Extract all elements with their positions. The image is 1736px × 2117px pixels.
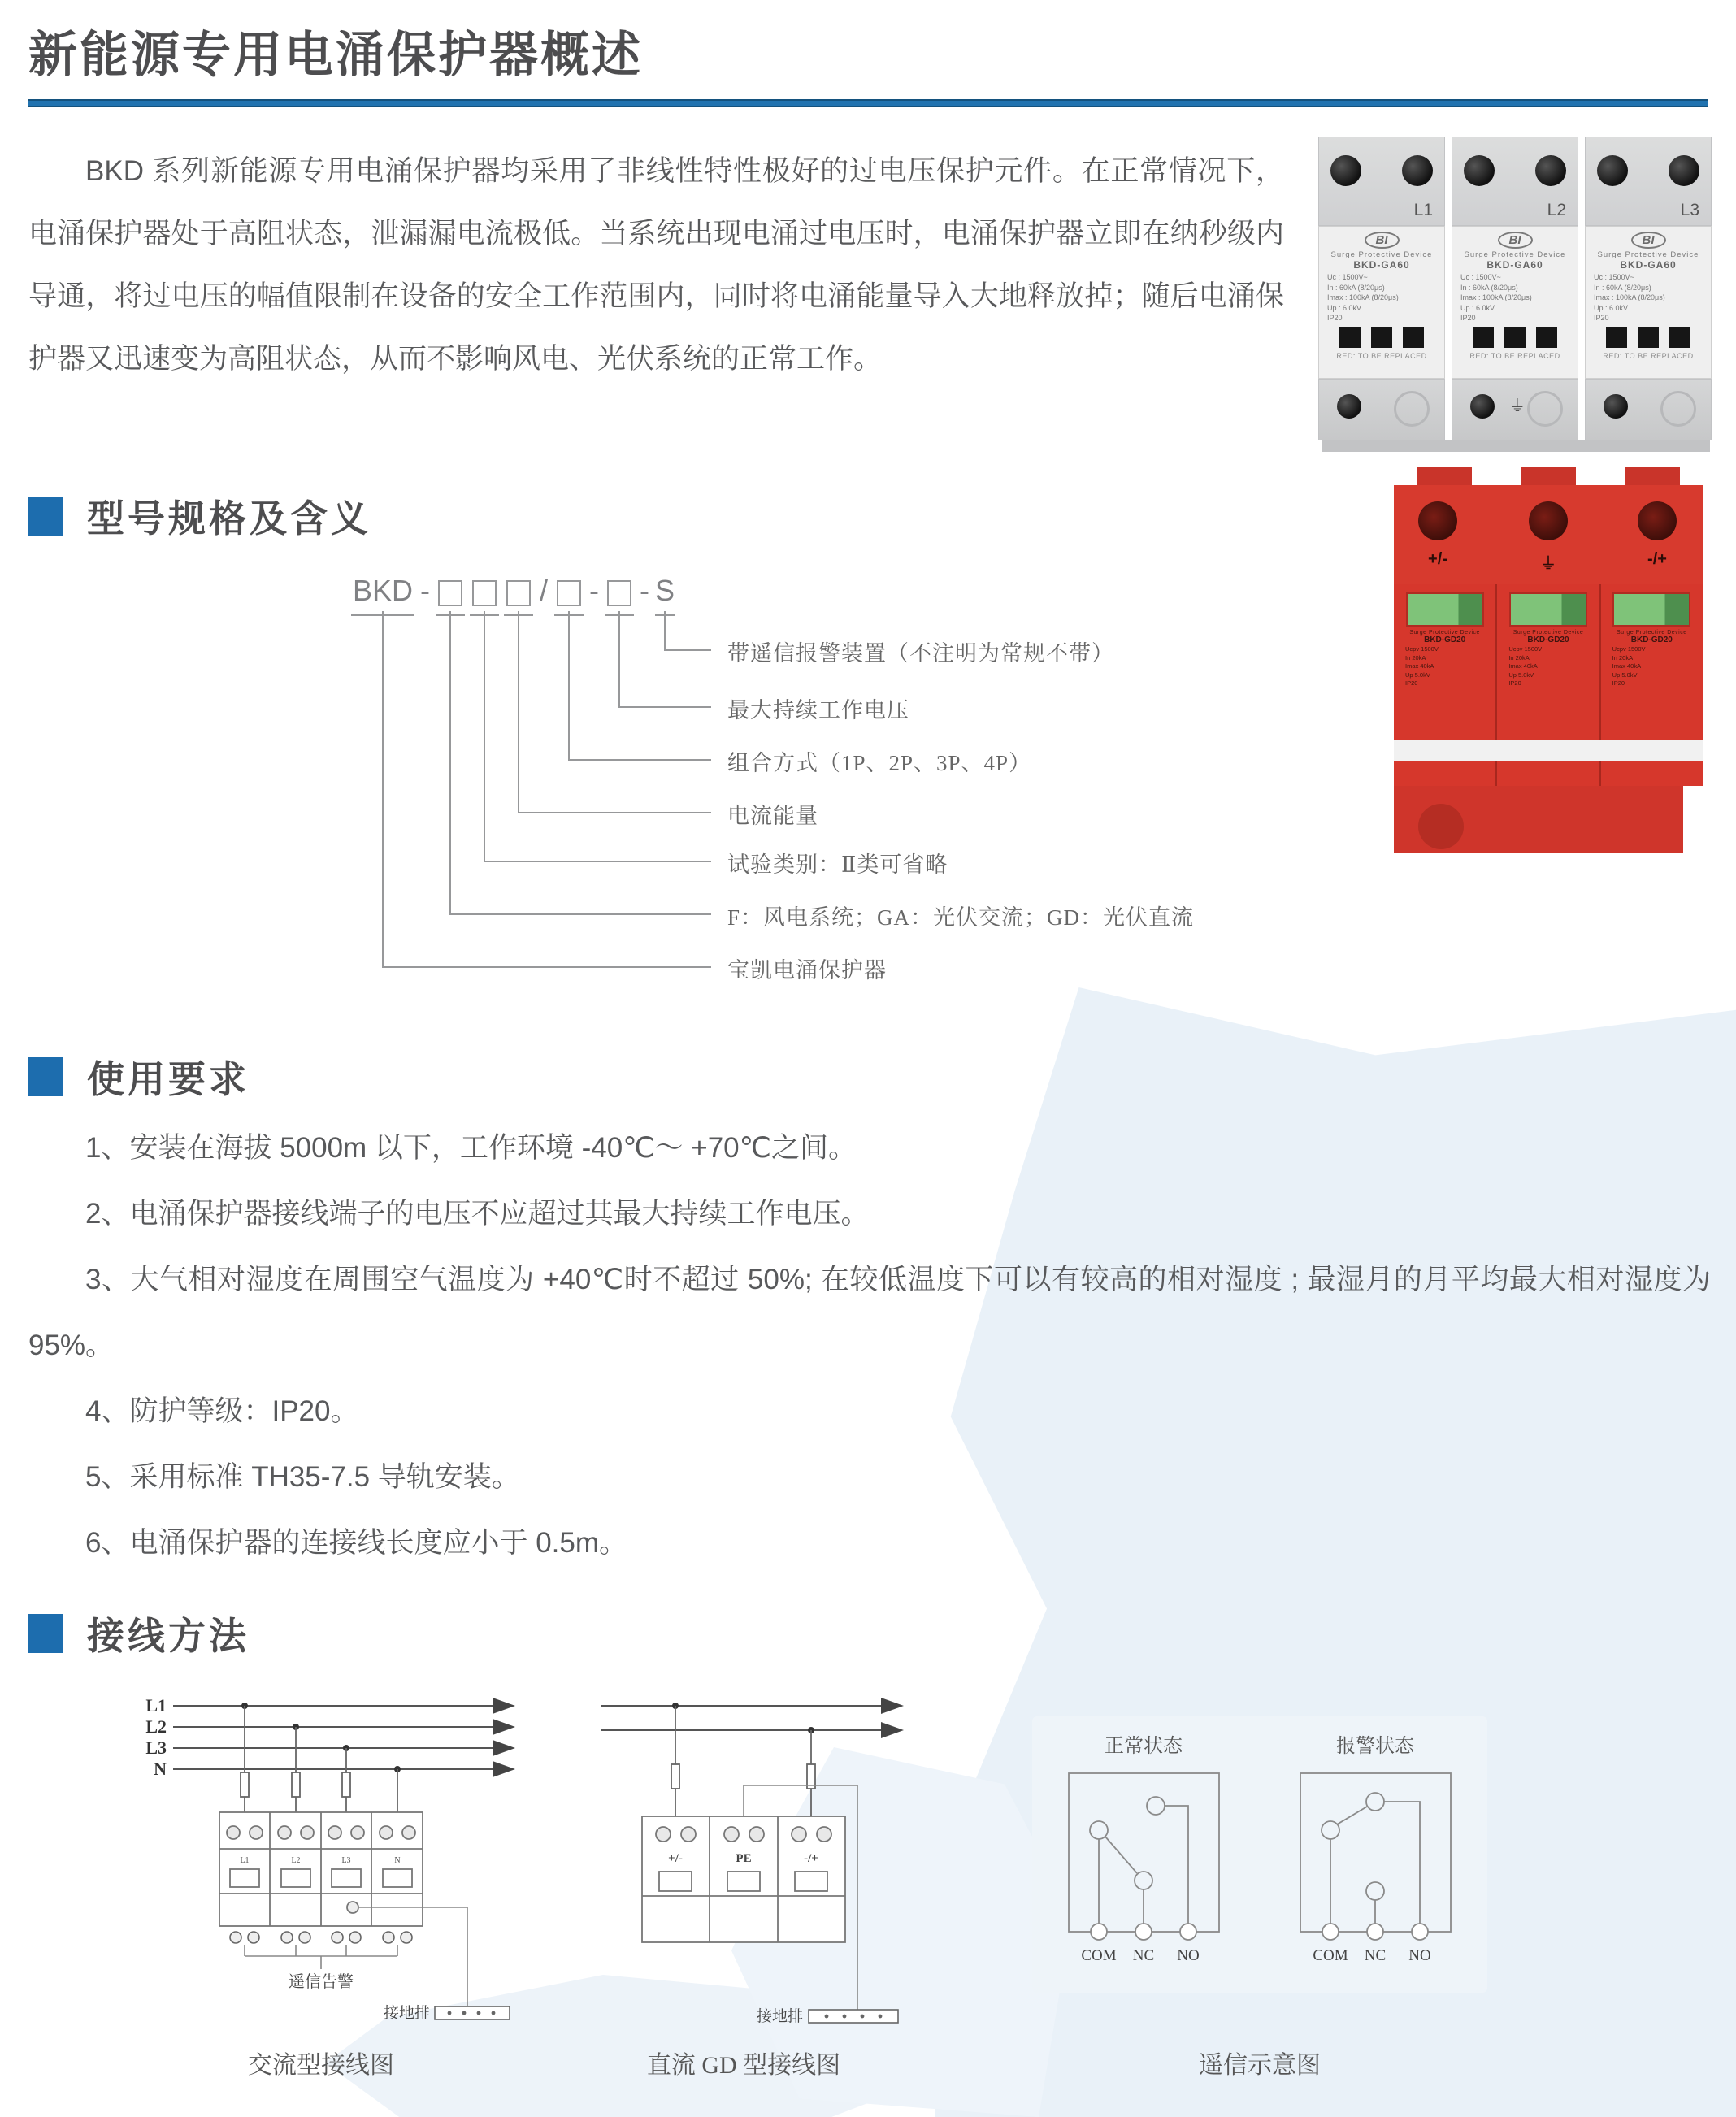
mount-hole xyxy=(1660,391,1696,427)
terminal-block xyxy=(1452,379,1578,440)
svg-text:NC: NC xyxy=(1132,1947,1155,1964)
model-prefix: BKD xyxy=(351,570,414,616)
spec-line: Imax 40kA xyxy=(1508,662,1538,670)
model-separator: / xyxy=(539,574,548,607)
spec-line: In : 60kA (8/20μs) xyxy=(1594,283,1651,292)
spec-line: In 20kA xyxy=(1405,653,1426,662)
model-placeholder xyxy=(504,570,533,616)
brand-logo: BI xyxy=(1498,232,1533,249)
terminal-block xyxy=(1394,485,1703,584)
placeholder-box xyxy=(472,580,497,606)
replace-note: RED: TO BE REPLACED xyxy=(1603,351,1694,360)
ground-label: 接地排 xyxy=(756,2008,803,2025)
terminal-hole xyxy=(1418,501,1457,540)
brand-text: Surge Protective Device xyxy=(1512,630,1584,636)
spec-line: IP20 xyxy=(1460,314,1476,322)
mount-hole xyxy=(1394,391,1430,427)
section-bullet-icon xyxy=(28,1057,63,1096)
spec-line: In : 60kA (8/20μs) xyxy=(1327,283,1385,292)
terminal-label: +/- xyxy=(1428,550,1447,568)
spec-line: Up 5.0kV xyxy=(1612,670,1638,679)
state-title: 正常状态 xyxy=(1105,1736,1183,1757)
state-title: 报警状态 xyxy=(1336,1736,1414,1757)
indicator-stripe xyxy=(1394,740,1703,761)
status-window xyxy=(1371,327,1392,348)
spec-line: Imax 40kA xyxy=(1405,662,1434,670)
status-window xyxy=(1638,327,1659,348)
screw-icon xyxy=(1535,155,1566,186)
replace-note: RED: TO BE REPLACED xyxy=(1336,351,1427,360)
ground-icon: ⏚ xyxy=(1540,555,1556,573)
spec-line: Up 5.0kV xyxy=(1405,670,1430,679)
model-separator: - xyxy=(640,574,649,607)
status-window xyxy=(1504,327,1526,348)
brand-text: Surge Protective Device xyxy=(1330,250,1433,259)
status-window xyxy=(1473,327,1494,348)
model-connector-lines xyxy=(349,611,731,985)
spec-lines xyxy=(1327,272,1444,323)
brand-text: Surge Protective Device xyxy=(1617,630,1687,636)
terminal-tab xyxy=(1521,467,1576,487)
brand-logo: BI xyxy=(1631,232,1666,249)
title-divider xyxy=(28,99,1708,107)
svg-text:L1: L1 xyxy=(240,1856,250,1865)
spd-module xyxy=(1452,137,1578,439)
spec-line: IP20 xyxy=(1508,679,1521,687)
spec-line: IP20 xyxy=(1612,679,1625,687)
terminal-tab xyxy=(1417,467,1472,487)
terminal-label: -/+ xyxy=(1647,550,1667,568)
svg-text:NC: NC xyxy=(1364,1947,1387,1964)
model-placeholder xyxy=(605,570,634,616)
terminal-block xyxy=(1585,137,1712,226)
alarm-label: 遥信告警 xyxy=(289,1973,354,1991)
phase-label: L3 xyxy=(1680,201,1699,219)
diagram-caption: 交流型接线图 xyxy=(248,2052,394,2079)
status-window xyxy=(1339,327,1361,348)
model-suffix: S xyxy=(655,570,675,616)
usage-item: 3、大气相对湿度在周围空气温度为 +40℃时不超过 50%; 在较低温度下可以有较高的相对湿度 ; 最湿月的月平均最大相对湿度为 95%。 xyxy=(28,1264,1711,1361)
base-button xyxy=(1418,804,1464,849)
spec-line: Ucpv 1500V xyxy=(1612,645,1646,653)
phase-label: L1 xyxy=(1413,201,1433,219)
svg-text:L2: L2 xyxy=(291,1856,301,1865)
status-window xyxy=(1509,592,1587,627)
screw-icon xyxy=(1597,155,1628,186)
spec-lines xyxy=(1405,645,1495,688)
junction-dots xyxy=(672,1703,814,1733)
svg-text:N: N xyxy=(154,1759,167,1779)
contact-labels xyxy=(1081,1947,1430,1964)
ground-bar xyxy=(435,2006,510,2019)
spd-box xyxy=(642,1816,845,1942)
junction-dots xyxy=(241,1703,401,1772)
spec-line: In 20kA xyxy=(1612,653,1634,662)
model-placeholder xyxy=(470,570,499,616)
status-windows xyxy=(1586,327,1711,348)
model-placeholder xyxy=(554,570,584,616)
section-model-spec xyxy=(28,489,371,543)
section-heading: 接线方法 xyxy=(87,1615,250,1657)
device-base xyxy=(1394,786,1683,853)
replace-note: RED: TO BE REPLACED xyxy=(1469,351,1560,360)
model-desc: 组合方式（1P、2P、3P、4P） xyxy=(727,751,1032,775)
model-separator: - xyxy=(589,574,599,607)
spec-line: IP20 xyxy=(1405,679,1418,687)
model-desc: 带遥信报警装置（不注明为常规不带） xyxy=(727,641,1114,666)
screw-icon xyxy=(1330,155,1361,186)
spec-line: Imax 40kA xyxy=(1612,662,1642,670)
usage-list xyxy=(28,1115,1711,1576)
intro-paragraph: BKD 系列新能源专用电涌保护器均采用了非线性特性极好的过电压保护元件。在正常情况下，电涌保护器处于高阻状态，泄漏漏电流极低。当系统出现电涌过电压时，电涌保护器立即在纳秒级内导通，将过电压的幅值限制在设备的安全工作范围内，同时将电涌能量导入大地释放掉；随后电涌保护器又迅速变为高阻状态，从而不影响风电、光伏系统的正常工作。 xyxy=(28,155,1284,375)
terminal-block xyxy=(1318,379,1445,440)
brand-text: Surge Protective Device xyxy=(1597,250,1699,259)
screw-icon xyxy=(1604,394,1628,419)
status-windows xyxy=(1452,327,1578,348)
model-placeholder xyxy=(436,570,465,616)
spec-lines xyxy=(1594,272,1711,323)
usage-item: 5、采用标准 TH35-7.5 导轨安装。 xyxy=(85,1461,520,1493)
model-desc: 最大持续工作电压 xyxy=(727,698,909,722)
ac-wiring-diagram xyxy=(126,1694,532,2032)
din-rail xyxy=(1322,440,1710,452)
status-windows xyxy=(1319,327,1444,348)
spec-line: Imax : 100kA (8/20μs) xyxy=(1594,293,1665,301)
svg-text:L3: L3 xyxy=(145,1737,167,1758)
spec-line: Up : 6.0kV xyxy=(1594,303,1629,312)
placeholder-box xyxy=(438,580,462,606)
status-window xyxy=(1406,592,1484,627)
section-heading: 使用要求 xyxy=(87,1058,250,1100)
spd-module xyxy=(1585,137,1712,439)
model-text: BKD-GD20 xyxy=(1630,636,1673,644)
alarm-bracket xyxy=(245,1945,397,1969)
ground-bar xyxy=(809,2010,898,2023)
alarm-state-relay xyxy=(1300,1773,1451,1940)
terminal-tab xyxy=(1625,467,1680,487)
spec-line: Uc : 1500V~ xyxy=(1594,273,1634,281)
ground-icon: ⏚ xyxy=(1509,397,1526,415)
spec-line: Up : 6.0kV xyxy=(1327,303,1362,312)
svg-text:L3: L3 xyxy=(341,1856,351,1865)
placeholder-box xyxy=(506,580,531,606)
spd-module xyxy=(1318,137,1445,439)
spec-line: IP20 xyxy=(1327,314,1343,322)
usage-item: 1、安装在海拔 5000m 以下，工作环境 -40℃～ +70℃之间。 xyxy=(85,1132,857,1164)
model-desc: 电流能量 xyxy=(727,804,818,828)
placeholder-box xyxy=(557,580,581,606)
svg-text:COM: COM xyxy=(1081,1947,1117,1964)
bus-lines xyxy=(601,1706,901,1730)
section-bullet-icon xyxy=(28,1614,63,1653)
spec-line: In : 60kA (8/20μs) xyxy=(1460,283,1518,292)
terminal-hole xyxy=(1529,501,1568,540)
usage-item: 4、防护等级：IP20。 xyxy=(85,1395,359,1427)
module-label xyxy=(1318,226,1445,379)
svg-text:N: N xyxy=(394,1856,401,1865)
spec-lines xyxy=(1460,272,1578,323)
spec-line: In 20kA xyxy=(1508,653,1530,662)
terminal-block xyxy=(1318,137,1445,226)
model-text: BKD-GA60 xyxy=(1353,259,1410,271)
status-window xyxy=(1403,327,1424,348)
model-text: BKD-GD20 xyxy=(1527,636,1569,644)
spec-line: Up : 6.0kV xyxy=(1460,303,1495,312)
svg-text:L1: L1 xyxy=(145,1695,167,1716)
mount-hole xyxy=(1527,391,1563,427)
section-bullet-icon xyxy=(28,497,63,536)
spd-box xyxy=(219,1812,423,1926)
bottom-connectors xyxy=(230,1932,412,1943)
model-text: BKD-GD20 xyxy=(1424,636,1466,644)
spec-line: IP20 xyxy=(1594,314,1609,322)
bus-labels xyxy=(145,1695,167,1779)
spec-line: Up 5.0kV xyxy=(1508,670,1534,679)
terminal-block xyxy=(1585,379,1712,440)
brand-logo: BI xyxy=(1365,232,1400,249)
spec-line: Ucpv 1500V xyxy=(1405,645,1439,653)
phase-label: L2 xyxy=(1547,201,1566,219)
svg-text:-/+: -/+ xyxy=(804,1852,818,1865)
status-window xyxy=(1612,592,1690,627)
normal-state-relay xyxy=(1069,1773,1219,1940)
bus-lines xyxy=(173,1706,512,1769)
terminal-block xyxy=(1452,137,1578,226)
status-window xyxy=(1536,327,1557,348)
placeholder-box xyxy=(607,580,631,606)
screw-icon xyxy=(1470,394,1495,419)
section-usage xyxy=(28,1050,250,1104)
status-window xyxy=(1606,327,1627,348)
spec-line: Imax : 100kA (8/20μs) xyxy=(1460,293,1532,301)
svg-text:PE: PE xyxy=(736,1852,752,1865)
drops-and-fuses xyxy=(241,1706,397,1812)
screw-icon xyxy=(1669,155,1699,186)
section-wiring xyxy=(28,1607,250,1660)
module-label xyxy=(1452,226,1578,379)
screw-icon xyxy=(1337,394,1361,419)
screw-icon xyxy=(1464,155,1495,186)
screw-icon xyxy=(1402,155,1433,186)
terminal-hole xyxy=(1638,501,1677,540)
red-spd-product-image xyxy=(1386,467,1711,853)
model-desc: F：风电系统；GA：光伏交流；GD：光伏直流 xyxy=(727,905,1195,930)
svg-text:NO: NO xyxy=(1408,1947,1431,1964)
page-title: 新能源专用电涌保护器概述 xyxy=(28,28,643,82)
model-desc: 宝凯电涌保护器 xyxy=(727,958,887,983)
white-spd-product-image xyxy=(1318,137,1713,452)
svg-text:COM: COM xyxy=(1313,1947,1348,1964)
usage-item: 2、电涌保护器接线端子的电压不应超过其最大持续工作电压。 xyxy=(85,1198,870,1230)
spec-line: Uc : 1500V~ xyxy=(1460,273,1501,281)
model-text: BKD-GA60 xyxy=(1620,259,1677,271)
section-heading: 型号规格及含义 xyxy=(87,497,371,540)
status-window xyxy=(1669,327,1690,348)
svg-text:L2: L2 xyxy=(145,1716,167,1737)
diagram-caption: 遥信示意图 xyxy=(1199,2052,1321,2079)
spec-lines xyxy=(1508,645,1599,688)
model-separator: - xyxy=(420,574,430,607)
spec-line: Imax : 100kA (8/20μs) xyxy=(1327,293,1399,301)
remote-signal-diagram xyxy=(1032,1716,1487,1993)
svg-text:+/-: +/- xyxy=(668,1852,683,1865)
diagram-caption: 直流 GD 型接线图 xyxy=(646,2052,841,2079)
usage-item: 6、电涌保护器的连接线长度应小于 0.5m。 xyxy=(85,1527,628,1559)
dc-wiring-diagram xyxy=(569,1694,927,2032)
model-text: BKD-GA60 xyxy=(1486,259,1543,271)
module-label xyxy=(1585,226,1712,379)
connector-line-group xyxy=(383,611,711,967)
spec-line: Uc : 1500V~ xyxy=(1327,273,1368,281)
svg-text:NO: NO xyxy=(1177,1947,1200,1964)
ground-label: 接地排 xyxy=(383,2005,430,2022)
model-desc: 试验类别：Ⅱ类可省略 xyxy=(727,852,948,877)
spec-lines xyxy=(1612,645,1703,688)
brand-text: Surge Protective Device xyxy=(1464,250,1566,259)
spec-line: Ucpv 1500V xyxy=(1508,645,1543,653)
brand-text: Surge Protective Device xyxy=(1409,630,1480,636)
